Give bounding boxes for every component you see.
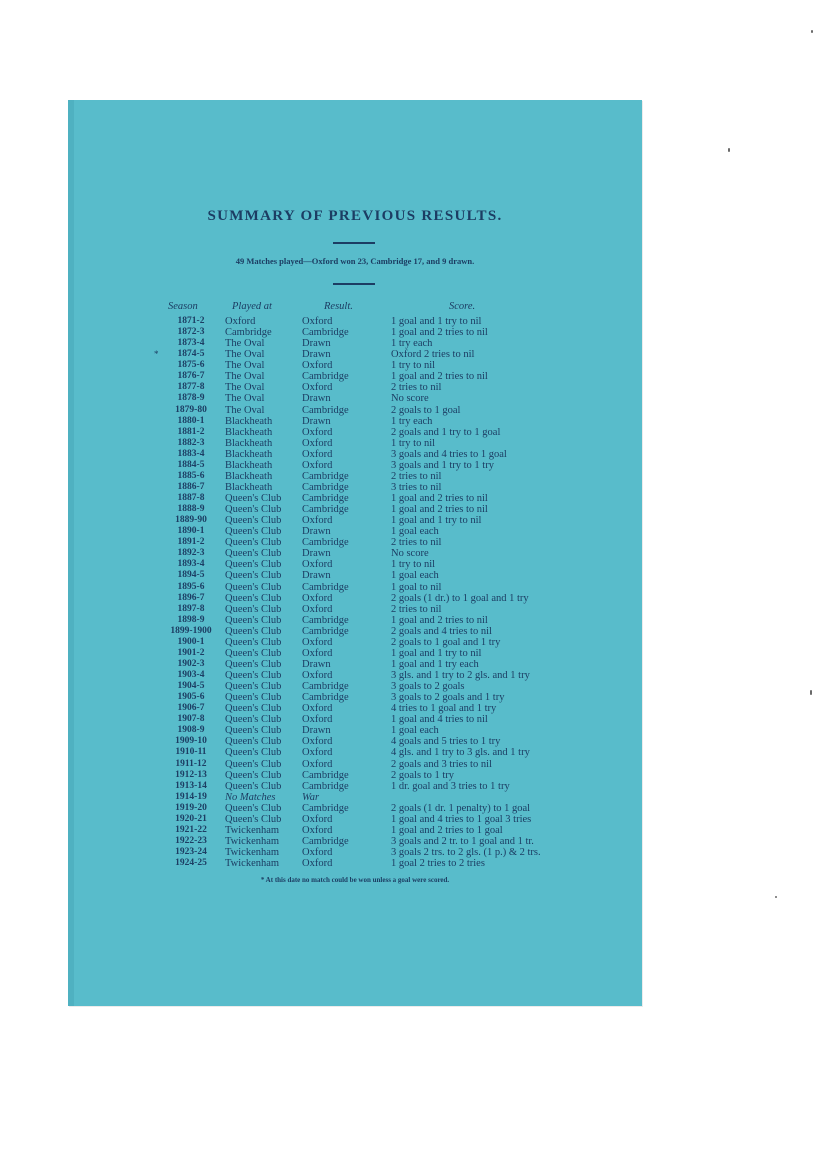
footnote: * At this date no match could be won unless a goal were scored. [260, 876, 450, 884]
row-season: 1878-9 [177, 393, 205, 404]
row-played-at: Queen's Club [225, 559, 282, 571]
row-played-at: Queen's Club [225, 625, 282, 637]
row-season: 1920-21 [175, 813, 207, 824]
title-rule-top [333, 242, 375, 244]
column-header-result: Result. [324, 301, 353, 312]
row-score: 3 goals to 2 goals [391, 681, 465, 693]
row-score: 2 goals to 1 try [391, 769, 454, 781]
row-result: Drawn [302, 349, 331, 361]
table-row [68, 637, 642, 648]
row-season: 1879-80 [175, 404, 207, 415]
row-played-at: Queen's Club [225, 725, 282, 737]
row-result: Cambridge [302, 625, 349, 637]
row-played-at: Queen's Club [225, 658, 282, 670]
row-score: 1 goal and 4 tries to 1 goal 3 tries [391, 813, 532, 825]
row-score: 4 tries to 1 goal and 1 try [391, 703, 497, 715]
table-row [68, 825, 642, 836]
row-played-at: Queen's Club [225, 780, 282, 792]
row-result: Oxford [302, 824, 333, 836]
row-score: 1 goal each [391, 570, 439, 582]
table-row [68, 759, 642, 770]
table-row [68, 360, 642, 371]
row-score: 2 goals and 4 tries to nil [391, 625, 492, 637]
row-season: 1919-20 [175, 802, 207, 813]
row-played-at: No Matches [225, 791, 276, 803]
table-row [68, 493, 642, 504]
row-result: Oxford [302, 316, 333, 327]
row-played-at: Queen's Club [225, 813, 282, 825]
row-season: 1914-19 [175, 791, 207, 802]
row-played-at: The Oval [225, 371, 265, 383]
row-season: 1899-1900 [170, 625, 212, 636]
row-played-at: Queen's Club [225, 647, 282, 659]
table-row [68, 770, 642, 781]
table-row [68, 559, 642, 570]
row-score: No score [391, 393, 429, 405]
row-played-at: Queen's Club [225, 504, 282, 516]
table-row [68, 593, 642, 604]
table-row [68, 670, 642, 681]
row-played-at: Queen's Club [225, 581, 282, 593]
row-score: 3 tries to nil [391, 481, 442, 493]
table-row [68, 836, 642, 847]
table-row [68, 382, 642, 393]
table-row [68, 471, 642, 482]
row-result: Oxford [302, 382, 333, 394]
row-season: 1873-4 [177, 338, 205, 349]
row-played-at: Queen's Club [225, 758, 282, 770]
table-row [68, 747, 642, 758]
row-played-at: Twickenham [225, 835, 280, 847]
row-score: 4 goals and 5 tries to 1 try [391, 736, 501, 748]
row-score: 2 goals and 1 try to 1 goal [391, 426, 501, 438]
row-season: 1884-5 [177, 459, 205, 470]
table-row [68, 659, 642, 670]
row-played-at: Queen's Club [225, 802, 282, 814]
table-row [68, 615, 642, 626]
row-score: 2 goals to 1 goal and 1 try [391, 636, 501, 648]
row-result: Oxford [302, 636, 333, 648]
table-row [68, 460, 642, 471]
row-played-at: The Oval [225, 404, 265, 416]
matches-summary: 49 Matches played—Oxford won 23, Cambridge 17, and 9 drawn. [235, 256, 475, 266]
row-result: Cambridge [302, 769, 349, 781]
row-played-at: Queen's Club [225, 526, 282, 538]
row-result: Oxford [302, 736, 333, 748]
row-played-at: Queen's Club [225, 692, 282, 704]
row-score: 1 goal and 2 tries to nil [391, 371, 488, 383]
row-score: 3 gls. and 1 try to 2 gls. and 1 try [391, 670, 530, 681]
row-season: 1888-9 [177, 504, 205, 515]
row-season: 1896-7 [177, 592, 205, 603]
row-played-at: Queen's Club [225, 548, 282, 560]
table-row [68, 393, 642, 404]
row-season: 1875-6 [177, 360, 205, 371]
row-score: 1 goal and 2 tries to nil [391, 614, 488, 626]
table-row [68, 482, 642, 493]
row-result: Drawn [302, 570, 331, 582]
row-season: 1906-7 [177, 703, 205, 714]
table-row [68, 681, 642, 692]
row-result: Oxford [302, 515, 333, 527]
row-result: Drawn [302, 393, 331, 405]
table-row [68, 515, 642, 526]
row-season: 1887-8 [177, 493, 205, 503]
row-season: 1892-3 [177, 548, 205, 559]
row-result: Oxford [302, 670, 333, 681]
row-score: 2 tries to nil [391, 537, 442, 549]
row-result: Oxford [302, 847, 333, 858]
row-season: 1893-4 [177, 559, 205, 570]
row-season: 1923-24 [175, 847, 207, 857]
table-row [68, 537, 642, 548]
row-score: 1 try each [391, 415, 433, 427]
row-result: Oxford [302, 714, 333, 726]
row-result: Cambridge [302, 371, 349, 383]
row-score: 1 goal and 1 try each [391, 658, 479, 670]
table-row [68, 725, 642, 736]
row-played-at: The Oval [225, 393, 265, 405]
row-result: Cambridge [302, 692, 349, 704]
row-season: 1876-7 [177, 371, 205, 382]
row-result: Drawn [302, 415, 331, 427]
row-score: 3 goals to 2 goals and 1 try [391, 692, 505, 704]
row-result: Drawn [302, 338, 331, 350]
row-score: 1 try to nil [391, 360, 436, 372]
row-played-at: Queen's Club [225, 703, 282, 715]
row-season: 1874-5 [177, 349, 205, 360]
row-season: 1903-4 [177, 670, 205, 680]
row-score: 1 try to nil [391, 437, 436, 449]
row-played-at: Cambridge [225, 327, 272, 339]
table-row [68, 582, 642, 593]
row-score: 1 goal and 2 tries to nil [391, 493, 488, 504]
row-played-at: Queen's Club [225, 769, 282, 781]
row-season: 1894-5 [177, 570, 205, 581]
row-played-at: Queen's Club [225, 681, 282, 693]
row-result: Oxford [302, 603, 333, 615]
row-season: 1910-11 [175, 747, 207, 758]
row-result: Cambridge [302, 493, 349, 504]
row-score: 2 goals (1 dr.) to 1 goal and 1 try [391, 592, 529, 604]
row-played-at: Blackheath [225, 470, 273, 482]
row-season: 1872-3 [177, 327, 205, 338]
row-season: 1909-10 [175, 736, 207, 747]
results-table [68, 316, 642, 869]
row-result: Cambridge [302, 481, 349, 493]
row-score: 4 gls. and 1 try to 3 gls. and 1 try [391, 747, 530, 759]
row-result: Cambridge [302, 835, 349, 847]
row-season: 1880-1 [177, 415, 205, 426]
row-score: 1 goal and 1 try to nil [391, 316, 482, 327]
row-played-at: Blackheath [225, 426, 273, 438]
row-result: Oxford [302, 426, 333, 438]
table-row [68, 327, 642, 338]
row-season: 1905-6 [177, 692, 205, 703]
row-played-at: Queen's Club [225, 592, 282, 604]
column-header-score: Score. [449, 301, 476, 312]
row-played-at: Queen's Club [225, 515, 282, 527]
table-row [68, 526, 642, 537]
table-row [68, 781, 642, 792]
row-season: 1904-5 [177, 681, 205, 692]
table-row [68, 449, 642, 460]
row-result: Cambridge [302, 581, 349, 593]
row-played-at: The Oval [225, 349, 265, 361]
row-score: 1 goal and 2 tries to nil [391, 327, 488, 339]
row-season: 1907-8 [177, 714, 205, 725]
table-row [68, 703, 642, 714]
table-row [68, 814, 642, 825]
table-row [68, 858, 642, 869]
row-season: 1902-3 [177, 658, 205, 669]
row-result: Cambridge [302, 504, 349, 516]
row-season: 1912-13 [175, 769, 207, 780]
paper-speck [811, 30, 813, 33]
table-row [68, 604, 642, 615]
row-score: 1 dr. goal and 3 tries to 1 try [391, 780, 510, 792]
row-played-at: Queen's Club [225, 614, 282, 626]
row-season: 1883-4 [177, 448, 205, 459]
row-result: Drawn [302, 548, 331, 560]
row-season: 1882-3 [177, 437, 205, 448]
row-score: 1 goal 2 tries to 2 tries [391, 858, 485, 870]
row-played-at: Queen's Club [225, 636, 282, 648]
page-title: SUMMARY OF PREVIOUS RESULTS. [207, 208, 503, 224]
table-row [68, 371, 642, 382]
row-score: 2 goals to 1 goal [391, 404, 461, 416]
row-score: 3 goals and 2 tr. to 1 goal and 1 tr. [391, 835, 534, 847]
table-row [68, 504, 642, 515]
table-row [68, 427, 642, 438]
table-row [68, 692, 642, 703]
row-played-at: Queen's Club [225, 603, 282, 615]
row-score: 1 goal and 1 try to nil [391, 647, 482, 659]
table-row [68, 626, 642, 637]
row-result: Oxford [302, 758, 333, 770]
table-row [68, 416, 642, 427]
table-row [68, 847, 642, 858]
row-season: 1885-6 [177, 470, 205, 481]
table-row [68, 736, 642, 747]
table-row [68, 803, 642, 814]
table-row [68, 548, 642, 559]
row-score: 1 goal and 2 tries to nil [391, 504, 488, 516]
row-score: 3 goals and 1 try to 1 try [391, 459, 494, 471]
row-played-at: Oxford [225, 316, 256, 327]
row-result: Cambridge [302, 802, 349, 814]
row-result: Oxford [302, 703, 333, 715]
table-row [68, 438, 642, 449]
row-result: Drawn [302, 658, 331, 670]
row-season: 1898-9 [177, 614, 205, 625]
row-season: 1922-23 [175, 835, 207, 846]
row-result: Oxford [302, 448, 333, 460]
row-season: 1891-2 [177, 537, 205, 548]
row-score: 1 goal each [391, 725, 439, 737]
row-result: Cambridge [302, 780, 349, 792]
row-result: Oxford [302, 647, 333, 659]
table-row [68, 405, 642, 416]
paper-speck [810, 690, 812, 695]
row-result: Oxford [302, 592, 333, 604]
row-score: 1 try each [391, 338, 433, 350]
row-played-at: The Oval [225, 360, 265, 372]
row-result: Cambridge [302, 404, 349, 416]
row-result: Cambridge [302, 681, 349, 693]
title-rule-bottom [333, 283, 375, 285]
row-result: Oxford [302, 459, 333, 471]
row-played-at: Queen's Club [225, 747, 282, 759]
row-played-at: Queen's Club [225, 537, 282, 549]
row-score: 1 goal to nil [391, 581, 442, 593]
row-season: 1877-8 [177, 382, 205, 393]
row-season: 1900-1 [177, 636, 205, 647]
row-season: 1921-22 [175, 824, 207, 835]
column-header-played-at: Played at [232, 301, 272, 312]
row-score: 3 goals and 4 tries to 1 goal [391, 448, 507, 460]
row-season: 1913-14 [175, 780, 207, 791]
row-season: 1890-1 [177, 526, 205, 537]
row-score: 1 goal and 4 tries to nil [391, 714, 488, 726]
row-result: Cambridge [302, 614, 349, 626]
row-score: 2 tries to nil [391, 603, 442, 615]
row-season: 1871-2 [177, 316, 205, 326]
row-result: Oxford [302, 437, 333, 449]
row-result: Oxford [302, 747, 333, 759]
row-season: 1908-9 [177, 725, 205, 736]
table-row [68, 570, 642, 581]
row-footnote-mark: * [154, 349, 159, 360]
row-season: 1886-7 [177, 481, 205, 492]
row-season: 1889-90 [175, 515, 207, 526]
row-played-at: Blackheath [225, 415, 273, 427]
row-score: 1 goal and 1 try to nil [391, 515, 482, 527]
row-played-at: Queen's Club [225, 670, 282, 681]
row-played-at: Blackheath [225, 437, 273, 449]
row-score: 2 goals (1 dr. 1 penalty) to 1 goal [391, 802, 531, 814]
row-result: Oxford [302, 559, 333, 571]
row-result: Cambridge [302, 327, 349, 339]
row-played-at: Twickenham [225, 858, 280, 870]
paper-speck [728, 148, 730, 152]
table-row [68, 338, 642, 349]
table-row [68, 714, 642, 725]
row-result: Oxford [302, 813, 333, 825]
table-row [68, 316, 642, 327]
row-season: 1895-6 [177, 581, 205, 592]
row-played-at: Blackheath [225, 448, 273, 460]
row-played-at: The Oval [225, 382, 265, 394]
row-result: Cambridge [302, 470, 349, 482]
row-score: 3 goals 2 trs. to 2 gls. (1 p.) & 2 trs. [391, 847, 541, 858]
row-result: War [302, 791, 320, 803]
row-result: Cambridge [302, 537, 349, 549]
row-played-at: Queen's Club [225, 493, 282, 504]
table-row [68, 792, 642, 803]
row-season: 1911-12 [175, 758, 207, 769]
row-result: Drawn [302, 725, 331, 737]
table-row [68, 349, 642, 360]
row-result: Drawn [302, 526, 331, 538]
row-played-at: Blackheath [225, 459, 273, 471]
row-season: 1897-8 [177, 603, 205, 614]
paper-speck [775, 896, 777, 898]
column-header-season: Season [168, 301, 198, 312]
row-season: 1924-25 [175, 858, 207, 869]
row-result: Oxford [302, 858, 333, 870]
row-season: 1901-2 [177, 647, 205, 658]
row-score: 2 tries to nil [391, 470, 442, 482]
row-played-at: Queen's Club [225, 736, 282, 748]
row-played-at: The Oval [225, 338, 265, 350]
row-played-at: Twickenham [225, 824, 280, 836]
table-row [68, 648, 642, 659]
row-played-at: Queen's Club [225, 714, 282, 726]
row-score: 1 goal and 2 tries to 1 goal [391, 824, 503, 836]
row-result: Oxford [302, 360, 333, 372]
row-score: 2 tries to nil [391, 382, 442, 394]
row-score: 2 goals and 3 tries to nil [391, 758, 492, 770]
row-score: 1 try to nil [391, 559, 436, 571]
row-score: No score [391, 548, 429, 560]
row-season: 1881-2 [177, 426, 205, 437]
sheet-edge-shade [68, 100, 74, 1006]
row-played-at: Twickenham [225, 847, 280, 858]
row-score: Oxford 2 tries to nil [391, 349, 475, 361]
row-score: 1 goal each [391, 526, 439, 538]
programme-sheet [68, 100, 642, 1006]
row-played-at: Queen's Club [225, 570, 282, 582]
row-played-at: Blackheath [225, 481, 273, 493]
